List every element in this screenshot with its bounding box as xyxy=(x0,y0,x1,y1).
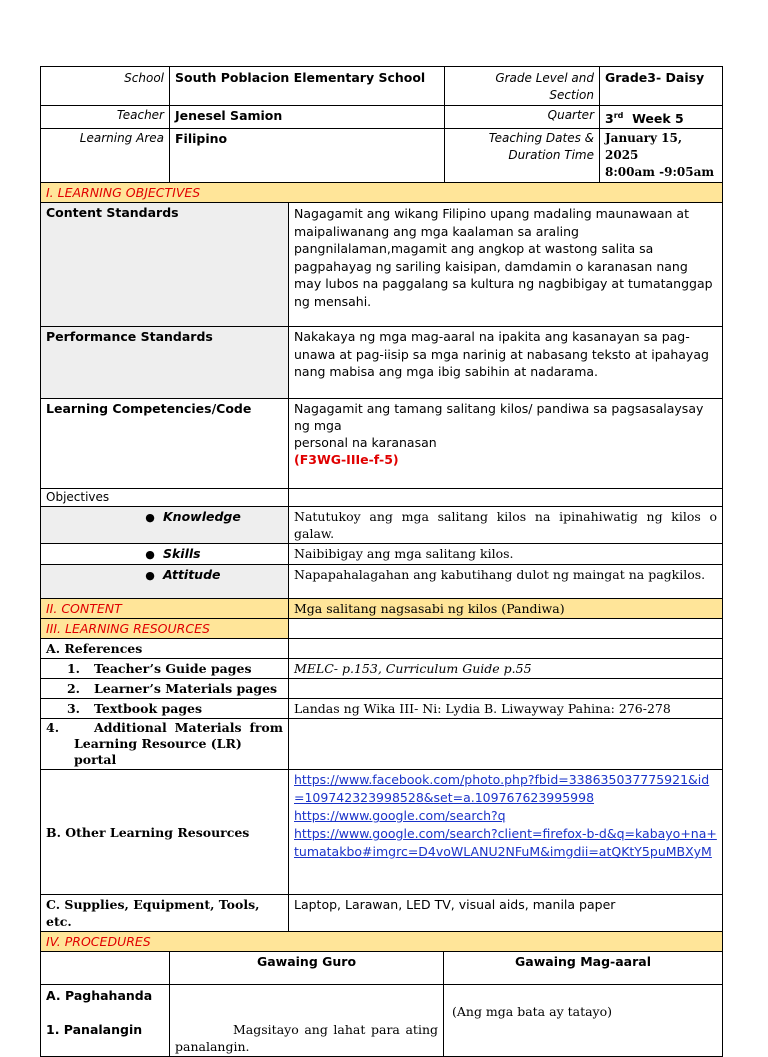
textbook-value: Landas ng Wika III- Ni: Lydia B. Liwayway Pahina: 276-278 xyxy=(289,699,723,719)
learners-materials-label xyxy=(41,679,289,699)
competency-code: (F3WG-IIIe-f-5) xyxy=(294,452,399,468)
content-standards-value: Nagagamit ang wikang Filipino upang madaling maunawaan at maipaliwanang ang mga kaalaman sa araling pangnilalaman,magamit ang angkop at wastong salita sa pagpahayag ng sariling kaisipan, damdamin o karanasan nang may lubos na paggalang sa kultura ng nagbibigay at tumatanggap ng mensahi. xyxy=(289,203,723,327)
references-empty xyxy=(289,639,723,659)
skills-label-cell xyxy=(41,544,289,565)
objectives-label: Objectives xyxy=(41,489,289,507)
lr-label-line2: Learning Resource (LR) portal xyxy=(74,736,242,768)
week-value: Week 5 xyxy=(632,111,684,127)
paghahanda-label: A. Paghahanda xyxy=(46,988,153,1004)
additional-materials-label xyxy=(41,719,289,770)
bullet-icon: ● xyxy=(145,569,155,583)
content-value: Mga salitang nagsasabi ng kilos (Pandiwa) xyxy=(289,599,723,619)
teaching-time: 8:00am -9:05am xyxy=(605,165,715,180)
lesson-plan-document xyxy=(40,66,722,1057)
resources-empty xyxy=(289,619,723,639)
additional-materials-value xyxy=(289,719,723,770)
performance-standards-label: Performance Standards xyxy=(41,327,289,399)
col-gawaing-guro: Gawaing Guro xyxy=(170,952,444,985)
tb-label: Textbook pages xyxy=(94,701,203,717)
section-learning-objectives: I. LEARNING OBJECTIVES xyxy=(41,183,723,203)
dates-label-line2: Duration Time xyxy=(508,148,594,163)
main-table xyxy=(40,182,723,1057)
lr-number: 4. xyxy=(46,720,60,736)
quarter-suffix: rd xyxy=(613,111,624,120)
dates-label-line1: Teaching Dates & xyxy=(488,131,594,146)
learners-materials-value xyxy=(289,679,723,699)
tg-label: Teacher’s Guide pages xyxy=(94,661,252,677)
quarter-number: 3 xyxy=(605,111,614,127)
grade-value: Grade3- Daisy xyxy=(600,67,723,106)
resource-link-facebook[interactable]: https://www.facebook.com/photo.php?fbid=338635037775921&id=109742323998528&set=a.109767623995998 xyxy=(294,772,710,806)
content-standards-label: Content Standards xyxy=(41,203,289,327)
area-value: Filipino xyxy=(170,129,445,183)
lm-label: Learner’s Materials pages xyxy=(94,681,278,697)
other-resources-label: B. Other Learning Resources xyxy=(41,770,289,895)
quarter-value xyxy=(600,106,723,129)
competency-text-2: personal na karanasan xyxy=(294,435,437,451)
attitude-label-cell xyxy=(41,565,289,599)
quarter-label: Quarter xyxy=(445,106,600,129)
school-label: School xyxy=(41,67,170,106)
bullet-icon: ● xyxy=(145,511,155,525)
area-label: Learning Area xyxy=(41,129,170,183)
col-gawaing-magaaral: Gawaing Mag-aaral xyxy=(444,952,723,985)
panalangin-label: 1. Panalangin xyxy=(46,1022,143,1038)
attitude-label: Attitude xyxy=(162,567,221,583)
section-procedures: IV. PROCEDURES xyxy=(41,932,723,952)
knowledge-value: Natutukoy ang mga salitang kilos na ipinahiwatig ng kilos o galaw. xyxy=(289,507,723,544)
section-learning-resources: III. LEARNING RESOURCES xyxy=(41,619,289,639)
attitude-value: Napapahalagahan ang kabutihang dulot ng maingat na pagkilos. xyxy=(289,565,723,599)
school-value: South Poblacion Elementary School xyxy=(170,67,445,106)
skills-label: Skills xyxy=(162,546,201,562)
bullet-icon: ● xyxy=(145,548,155,562)
teacher-value: Jenesel Samion xyxy=(170,106,445,129)
references-label: A. References xyxy=(41,639,289,659)
lm-number: 2. xyxy=(66,681,80,697)
guro-activity: Magsitayo ang lahat para ating panalangin. xyxy=(170,985,444,1057)
competencies-label: Learning Competencies/Code xyxy=(41,399,289,489)
competency-text-1: Nagagamit ang tamang salitang kilos/ pandiwa sa pagsasalaysay ng mga xyxy=(294,401,704,434)
other-resources-links xyxy=(289,770,723,895)
resource-link-google-images[interactable]: https://www.google.com/search?client=firefox-b-d&q=kabayo+na+tumatakbo#imgrc=D4voWLANU2NFuM&imgdii=atQKtY5puMBXyM xyxy=(294,826,717,860)
magaaral-activity: (Ang mga bata ay tatayo) xyxy=(444,985,723,1057)
textbook-label xyxy=(41,699,289,719)
teachers-guide-value: MELC- p.153, Curriculum Guide p.55 xyxy=(289,659,723,679)
supplies-label: C. Supplies, Equipment, Tools, etc. xyxy=(41,895,289,932)
section-content: II. CONTENT xyxy=(41,599,289,619)
objectives-empty xyxy=(289,489,723,507)
teacher-label: Teacher xyxy=(41,106,170,129)
knowledge-label-cell xyxy=(41,507,289,544)
procedures-header-empty xyxy=(41,952,170,985)
performance-standards-value: Nakakaya ng mga mag-aaral na ipakita ang kasanayan sa pag-unawa at pag-iisip sa mga narinig at nabasang teksto at ipahayag nang mabisa ang mga ibig sabihin at nadarama. xyxy=(289,327,723,399)
header-table xyxy=(40,66,723,183)
resource-link-google-search[interactable]: https://www.google.com/search?q xyxy=(294,808,506,824)
competencies-value xyxy=(289,399,723,489)
dates-value xyxy=(600,129,723,183)
supplies-value: Laptop, Larawan, LED TV, visual aids, manila paper xyxy=(289,895,723,932)
tb-number: 3. xyxy=(66,701,80,717)
grade-label: Grade Level and Section xyxy=(445,67,600,106)
knowledge-label: Knowledge xyxy=(162,509,241,525)
skills-value: Naibibigay ang mga salitang kilos. xyxy=(289,544,723,565)
lr-label-line1: Additional Materials from xyxy=(94,720,283,736)
tg-number: 1. xyxy=(66,661,80,677)
dates-label xyxy=(445,129,600,183)
teachers-guide-label xyxy=(41,659,289,679)
procedure-steps xyxy=(41,985,170,1057)
teaching-date: January 15, 2025 xyxy=(605,131,683,163)
